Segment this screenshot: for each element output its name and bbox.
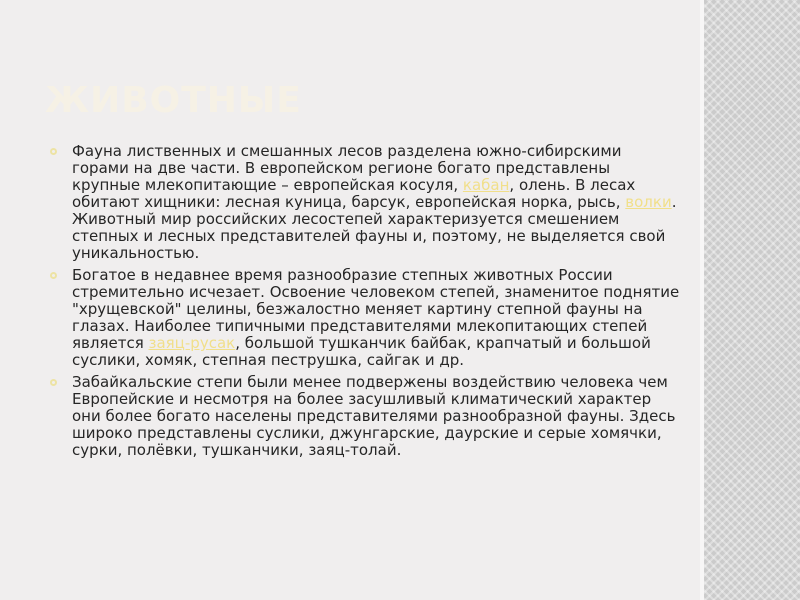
text-run: Фауна лиственных и смешанных лесов разделена южно-сибирскими горами на две части. В европейском регионе богато представлены крупные млекопитающие – европейская косуля, [72, 142, 622, 194]
bullet-circle-icon [50, 379, 57, 386]
inline-link[interactable]: волки [625, 193, 672, 211]
bullet-list [50, 143, 680, 464]
bullet-text [72, 266, 679, 369]
bullet-text [72, 142, 676, 262]
bullet-circle-icon [50, 272, 57, 279]
inline-link[interactable]: заяц-русак [148, 334, 236, 352]
bullet-item [50, 267, 680, 369]
inline-link[interactable]: кабан [462, 176, 510, 194]
bullet-text [72, 373, 675, 459]
text-run: Богатое в недавнее время разнообразие степных животных России стремительно исчезает. Освоение человеком степей, знаменитое поднятие "хрущевской" целины, безжалостно меняет картину степной фауны на глазах. Наиболее типичными представителями млекопитающих степей является [72, 266, 680, 352]
text-run: Забайкальские степи были менее подвержены воздействию человека чем Европейские и несмотря на более засушливый климатический характер они более богато населены представителями разнообразной фауны. Здесь широко представлены суслики, джунгарские, даурские и серые хомячки, сурки, полёвки, тушканчики, заяц-толай. [72, 373, 676, 459]
text-run: , олень. В лесах обитают хищники: лесная куница, барсук, европейская норка, рысь, [72, 176, 636, 211]
text-run: . Животный мир российских лесостепей характеризуется смешением степных и лесных представителей фауны и, поэтому, не выделяется свой уникальностью. [72, 193, 677, 262]
textured-side-band [704, 0, 800, 600]
bullet-circle-icon [50, 148, 57, 155]
slide-title: ЖИВОТНЫЕ [45, 80, 302, 121]
bullet-item [50, 143, 680, 262]
bullet-item [50, 374, 680, 459]
text-run: , большой тушканчик байбак, крапчатый и большой суслики, хомяк, степная пеструшка, сайгак и др. [72, 334, 651, 369]
